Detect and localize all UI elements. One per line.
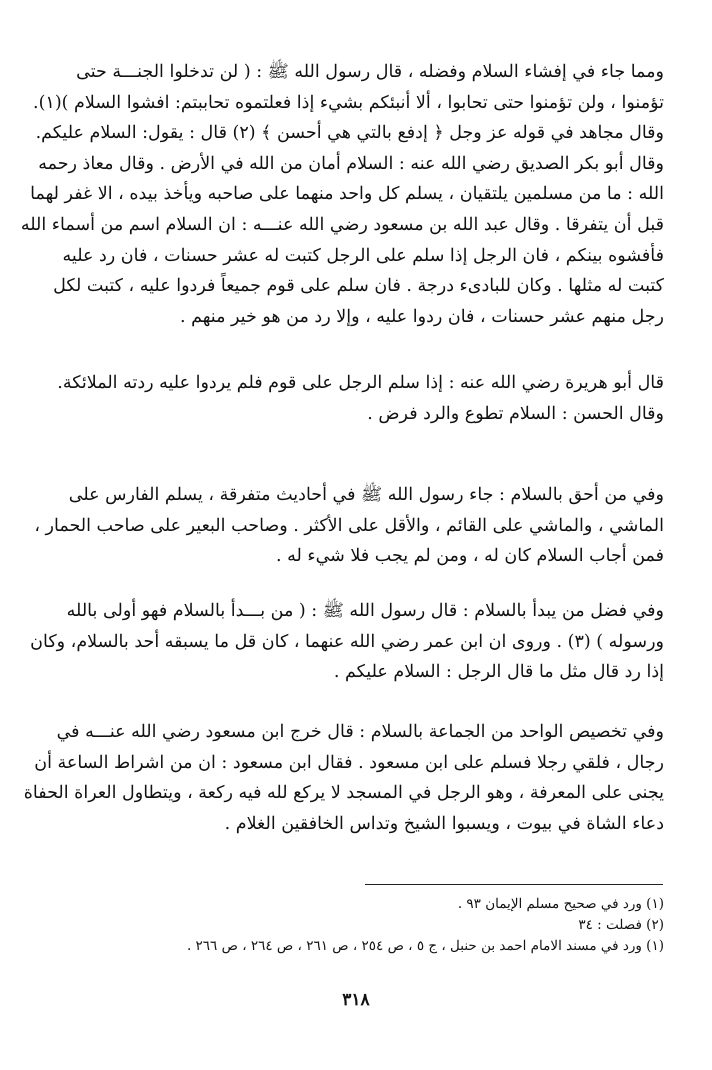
paragraph-singling-out xyxy=(23,717,664,839)
footnote: (١) ورد في صحيح مسلم الإيمان ٩٣ . xyxy=(457,896,664,912)
text-line: ومما جاء في إفشاء السلام وفضله ، قال رسول الله ﷺ : ( لن تدخلوا الجنـــة حتى xyxy=(76,62,664,82)
footnotes xyxy=(50,894,664,957)
paragraph-greeting-virtue xyxy=(20,57,664,332)
text-line: رجل منهم عشر حسنات ، فان ردوا عليه ، وإلا رد من هو خير منهم . xyxy=(179,306,664,327)
text-line: وفي فضل من يبدأ بالسلام : قال رسول الله ﷺ : ( من بـــدأ بالسلام فهو أولى بالله xyxy=(66,601,664,621)
text-line: الماشي ، والماشي على القائم ، والأقل على الأكثر . وصاحب البعير على صاحب الحمار ، xyxy=(34,515,664,536)
text-line: قال أبو هريرة رضي الله عنه : إذا سلم الرجل على قوم فلم يردوا عليه ردته الملائكة. xyxy=(57,373,664,393)
page-number: ٣١٨ xyxy=(342,990,370,1010)
footnote: (١) ورد في مسند الامام احمد بن حنبل ، ج ٥ ، ص ٢٥٤ ، ص ٢٦١ ، ص ٢٦٤ ، ص ٢٦٦ . xyxy=(186,938,664,954)
text-line: يجنى على المعرفة ، وهو الرجل في المسجد لا يركع لله فيه ركعة ، ويتطاول العراة الحفاة xyxy=(23,783,664,804)
text-line: فمن أجاب السلام كان له ، ومن لم يجب فلا شيء له . xyxy=(275,546,664,567)
text-line: وفي من أحق بالسلام : جاء رسول الله ﷺ في أحاديث متفرقة ، يسلم الفارس على xyxy=(68,485,664,505)
text-line: ورسوله ) (٣) . وروى ان ابن عمر رضي الله عنهما ، كان قل ما يسبقه أحد بالسلام، وكان xyxy=(30,631,664,652)
text-line: إذا رد قال مثل ما قال الرجل : السلام عليكم . xyxy=(333,662,664,683)
paragraph-abu-hurayra xyxy=(50,368,664,429)
text-line: قبل أن يتفرقا . وقال عبد الله بن مسعود رضي الله عنـــه : ان السلام اسم من أسماء الله xyxy=(20,214,664,235)
text-line: وقال مجاهد في قوله عز وجل ﴿ إدفع بالتي هي أحسن ﴾ (٢) قال : يقول: السلام عليكم. xyxy=(35,123,664,144)
footnote-divider xyxy=(365,884,663,885)
text-line: رجال ، فلقي رجلا فسلم على ابن مسعود . فقال ابن مسعود : ان من اشراط الساعة أن xyxy=(34,752,664,773)
paragraph-who-greets-first xyxy=(34,480,664,572)
text-line: وقال الحسن : السلام تطوع والرد فرض . xyxy=(367,403,664,424)
footnote: (٢) فصلت : ٣٤ xyxy=(578,917,664,933)
text-line: الله : ما من مسلمين يلتقيان ، يسلم كل واحد منهما على صاحبه ويأخذ بيده ، الا غفر لهما xyxy=(30,184,664,205)
text-line: وقال أبو بكر الصديق رضي الله عنه : السلام أمان من الله في الأرض . وقال معاذ رحمه xyxy=(38,153,664,174)
text-line: فأفشوه بينكم ، فان الرجل إذا سلم على الرجل كتبت له عشر حسنات ، فان رد عليه xyxy=(62,245,664,266)
text-line: تؤمنوا ، ولن تؤمنوا حتى تحابوا ، ألا أنبئكم بشيء إذا فعلتموه تحاببتم: افشوا السلام )(١). xyxy=(33,92,664,113)
text-line: كتبت له مثلها . وكان للبادىء درجة . فان سلم على قوم جميعاً فردوا عليه ، كتبت لكل xyxy=(53,276,664,297)
paragraph-initiating-greeting xyxy=(30,596,664,688)
text-line: دعاء الشاة في بيوت ، ويسبوا الشيخ وتداس الخافقين الغلام . xyxy=(224,813,664,834)
text-line: وفي تخصيص الواحد من الجماعة بالسلام : قال خرج ابن مسعود رضي الله عنـــه في xyxy=(56,722,664,742)
